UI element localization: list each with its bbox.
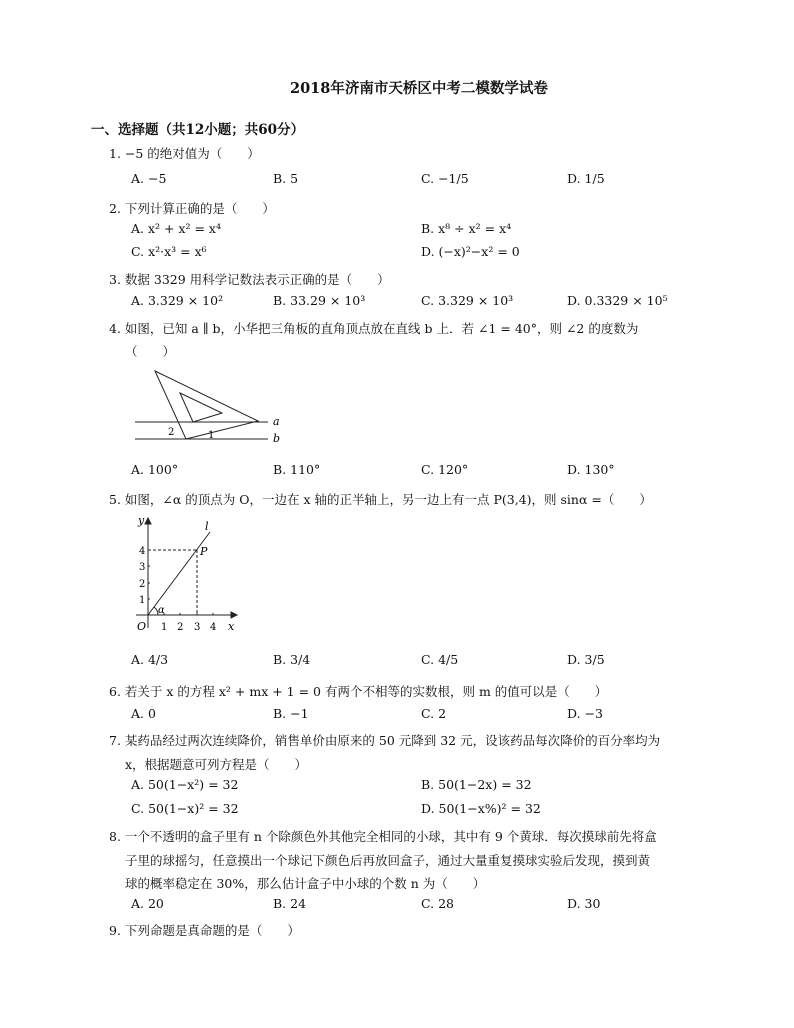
question-9-stem: 9. 下列命题是真命题的是（ ） bbox=[109, 923, 300, 938]
x-tick-3: 3 bbox=[194, 622, 201, 633]
question-8-option-b: B. 24 bbox=[273, 896, 307, 911]
y-tick-3: 3 bbox=[139, 562, 146, 573]
triangle-ruler-figure bbox=[130, 365, 290, 450]
question-8-stem: 8. 一个不透明的盒子里有 n 个除颜色外其他完全相同的小球，其中有 9 个黄球．每次摸球前先将盒 bbox=[109, 829, 657, 844]
question-7-option-a: A. 50(1−x²) = 32 bbox=[131, 777, 239, 792]
y-axis-arrow bbox=[145, 518, 151, 524]
question-7-option-c: C. 50(1−x)² = 32 bbox=[131, 801, 239, 816]
question-8-option-a: A. 20 bbox=[131, 896, 164, 911]
question-5-option-c: C. 4/5 bbox=[421, 652, 459, 667]
question-3-option-a: A. 3.329 × 10² bbox=[131, 293, 224, 308]
label-angle-1: 1 bbox=[208, 430, 215, 441]
question-5-option-d: D. 3/5 bbox=[567, 652, 605, 667]
question-1-option-a: A. −5 bbox=[131, 171, 167, 186]
question-6-option-d: D. −3 bbox=[567, 706, 603, 721]
question-4-option-c: C. 120° bbox=[421, 462, 469, 477]
label-a: a bbox=[273, 415, 280, 428]
question-6-option-a: A. 0 bbox=[131, 706, 156, 721]
question-7-stem-cont: x，根据题意可列方程是（ ） bbox=[125, 757, 308, 772]
question-6-option-c: C. 2 bbox=[421, 706, 447, 721]
question-6-stem: 6. 若关于 x 的方程 x² + mx + 1 = 0 有两个不相等的实数根，则 m 的值可以是（ ） bbox=[109, 684, 608, 699]
question-8-option-c: C. 28 bbox=[421, 896, 454, 911]
question-2-option-a: A. x² + x² = x⁴ bbox=[131, 221, 221, 236]
question-2-option-b: B. x⁸ ÷ x² = x⁴ bbox=[421, 221, 512, 236]
question-1-option-d: D. 1/5 bbox=[567, 171, 605, 186]
question-3-stem: 3. 数据 3329 用科学记数法表示正确的是（ ） bbox=[109, 272, 390, 287]
question-2-option-c: C. x²·x³ = x⁶ bbox=[131, 244, 207, 259]
question-1-option-c: C. −1/5 bbox=[421, 171, 469, 186]
label-angle-2: 2 bbox=[168, 427, 175, 438]
question-4-option-a: A. 100° bbox=[131, 462, 179, 477]
x-tick-2: 2 bbox=[177, 622, 184, 633]
x-axis-arrow bbox=[231, 612, 237, 618]
x-tick-1: 1 bbox=[161, 622, 168, 633]
y-tick-1: 1 bbox=[139, 595, 146, 606]
question-8-stem-cont-2: 球的概率稳定在 30%，那么估计盒子中小球的个数 n 为（ ） bbox=[125, 876, 486, 891]
page-title: 2018年济南市天桥区中考二模数学试卷 bbox=[290, 80, 548, 97]
question-8-stem-cont-1: 子里的球摇匀，任意摸出一个球记下颜色后再放回盒子，通过大量重复摸球实验后发现，摸到黄 bbox=[125, 853, 651, 868]
question-4-option-d: D. 130° bbox=[567, 462, 615, 477]
question-7-option-b: B. 50(1−2x) = 32 bbox=[421, 777, 532, 792]
question-4-option-b: B. 110° bbox=[273, 462, 321, 477]
point-p-label: P bbox=[200, 545, 208, 558]
question-7-stem: 7. 某药品经过两次连续降价，销售单价由原来的 50 元降到 32 元，设该药品每次降价的百分率均为 bbox=[109, 733, 661, 748]
y-axis-label: y bbox=[138, 514, 145, 527]
y-tick-2: 2 bbox=[139, 579, 146, 590]
question-3-option-b: B. 33.29 × 10³ bbox=[273, 293, 366, 308]
question-3-option-d: D. 0.3329 × 10⁵ bbox=[567, 293, 668, 308]
question-1-option-b: B. 5 bbox=[273, 171, 299, 186]
question-7-option-d: D. 50(1−x%)² = 32 bbox=[421, 801, 541, 816]
alpha-label: α bbox=[158, 605, 165, 616]
line-l-label: l bbox=[205, 520, 209, 533]
y-tick-4: 4 bbox=[139, 546, 146, 557]
coordinate-figure bbox=[128, 510, 243, 638]
question-4-stem: 4. 如图，已知 a ∥ b，小华把三角板的直角顶点放在直线 b 上．若 ∠1 = 40°，则 ∠2 的度数为 bbox=[109, 321, 639, 336]
question-5-option-b: B. 3/4 bbox=[273, 652, 311, 667]
label-b: b bbox=[273, 432, 281, 445]
x-axis-label: x bbox=[228, 620, 235, 633]
question-5-stem: 5. 如图，∠α 的顶点为 O，一边在 x 轴的正半轴上，另一边上有一点 P(3,4)，则 sinα =（ ） bbox=[109, 492, 652, 507]
question-4-stem-cont: （ ） bbox=[125, 344, 176, 359]
origin-label: O bbox=[137, 620, 147, 633]
x-tick-4: 4 bbox=[210, 622, 217, 633]
question-5-option-a: A. 4/3 bbox=[131, 652, 169, 667]
question-2-stem: 2. 下列计算正确的是（ ） bbox=[109, 201, 275, 216]
triangle-inner bbox=[180, 393, 222, 422]
question-3-option-c: C. 3.329 × 10³ bbox=[421, 293, 514, 308]
question-6-option-b: B. −1 bbox=[273, 706, 309, 721]
question-8-option-d: D. 30 bbox=[567, 896, 601, 911]
question-2-option-d: D. (−x)²−x² = 0 bbox=[421, 244, 520, 259]
question-1-stem: 1. −5 的绝对值为（ ） bbox=[109, 146, 260, 161]
section-heading: 一、选择题（共12小题；共60分） bbox=[91, 122, 305, 138]
